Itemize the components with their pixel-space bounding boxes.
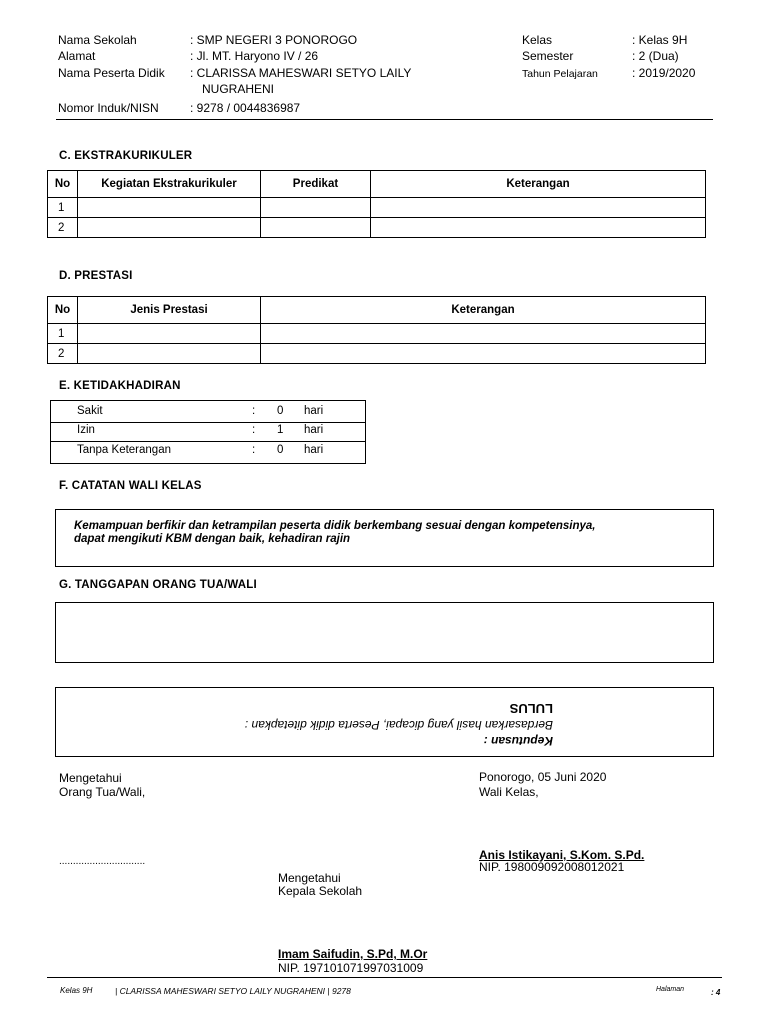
footer-page-number: : 4 [711,988,721,997]
row-no: 1 [48,198,78,218]
alamat-label: Alamat [58,49,96,63]
row-jenis [78,324,261,344]
row-keterangan [261,344,706,364]
keputusan-text: Berdasarkan hasil yang dicapai, Peserta didik ditetapkan : [244,718,553,732]
kepsek-label: Kepala Sekolah [278,884,363,898]
col-keterangan: Keterangan [371,171,706,198]
keputusan-title: Keputusan : [483,734,553,748]
attendance-row-tanpa-keterangan [51,441,365,460]
row-no: 1 [48,324,78,344]
nama-sekolah-label: Nama Sekolah [58,33,137,47]
attendance-sep: : [252,444,256,456]
wali-kelas-name: Anis Istikayani, S.Kom. S.Pd. [479,848,645,862]
attendance-value: 1 [277,424,284,436]
attendance-unit: hari [304,405,324,417]
peserta-label: Nama Peserta Didik [58,66,165,80]
attendance-label: Sakit [77,405,103,417]
kepsek-mengetahui: Mengetahui [278,871,341,885]
attendance-sep: : [252,424,256,436]
col-keterangan: Keterangan [261,297,706,324]
kepsek-nip: NIP. 197101071997031009 [278,961,424,975]
ketidakhadiran-box [50,400,366,464]
header-divider [56,119,713,120]
ortu-label: Orang Tua/Wali, [59,785,146,799]
row-keterangan [261,324,706,344]
row-jenis [78,344,261,364]
footer-student: | CLARISSA MAHESWARI SETYO LAILY NUGRAHENI | 9278 [115,986,351,996]
semester-value: : 2 (Dua) [632,49,679,63]
row-predikat [261,198,371,218]
attendance-sep: : [252,405,256,417]
attendance-row-izin [51,421,365,440]
attendance-value: 0 [277,405,284,417]
attendance-value: 0 [277,444,284,456]
kepsek-name: Imam Saifudin, S.Pd, M.Or [278,947,428,961]
nisn-label: Nomor Induk/NISN [58,101,159,115]
col-kegiatan: Kegiatan Ekstrakurikuler [78,171,261,198]
section-title-catatan: F. CATATAN WALI KELAS [59,480,202,492]
table-row [48,218,706,238]
col-no: No [48,171,78,198]
keputusan-box [55,687,714,757]
row-no: 2 [48,344,78,364]
kelas-value: : Kelas 9H [632,33,688,47]
semester-label: Semester [522,49,574,63]
attendance-label: Izin [77,424,95,436]
nama-sekolah-value: : SMP NEGERI 3 PONOROGO [190,33,358,47]
wali-kelas-label: Wali Kelas, [479,785,539,799]
row-kegiatan [78,218,261,238]
row-kegiatan [78,198,261,218]
alamat-value: : Jl. MT. Haryono IV / 26 [190,49,319,63]
tanggapan-box[interactable] [55,602,714,663]
row-no: 2 [48,218,78,238]
attendance-label: Tanpa Keterangan [77,444,171,456]
catatan-line1: Kemampuan berfikir dan ketrampilan peserta didik berkembang sesuai dengan kompetensinya, [74,520,596,532]
tahun-value: : 2019/2020 [632,66,696,80]
keputusan-result: LULUS [509,701,553,716]
table-row [48,324,706,344]
ortu-signature-dots: ............................... [59,856,146,867]
ekstrakurikuler-table [47,170,706,238]
peserta-value-line1: : CLARISSA MAHESWARI SETYO LAILY [190,66,412,80]
col-predikat: Predikat [261,171,371,198]
ortu-mengetahui: Mengetahui [59,771,122,785]
attendance-row-sakit [51,402,365,421]
prestasi-header-row [48,297,706,324]
col-jenis-prestasi: Jenis Prestasi [78,297,261,324]
col-no: No [48,297,78,324]
prestasi-table [47,296,706,364]
nisn-value: : 9278 / 0044836987 [190,101,301,115]
wali-kelas-nip: NIP. 198009092008012021 [479,860,625,874]
tahun-label: Tahun Pelajaran [522,68,598,80]
footer-divider [47,977,722,978]
section-title-prestasi: D. PRESTASI [59,270,133,282]
ekstrakurikuler-header-row [48,171,706,198]
catatan-box [55,509,714,567]
row-keterangan [371,198,706,218]
keputusan-flipped [56,688,713,756]
table-row [48,344,706,364]
table-row [48,198,706,218]
footer-class: Kelas 9H [60,986,93,995]
catatan-line2: dapat mengikuti KBM dengan baik, kehadiran rajin [74,533,351,545]
attendance-unit: hari [304,424,324,436]
row-predikat [261,218,371,238]
row-keterangan [371,218,706,238]
attendance-unit: hari [304,444,324,456]
section-title-tanggapan: G. TANGGAPAN ORANG TUA/WALI [59,579,257,591]
section-title-ekstrakurikuler: C. EKSTRAKURIKULER [59,150,193,162]
peserta-value-line2: NUGRAHENI [202,82,275,96]
footer-page-label: Halaman [656,986,685,993]
wali-place-date: Ponorogo, 05 Juni 2020 [479,770,607,784]
kelas-label: Kelas [522,33,553,47]
section-title-ketidakhadiran: E. KETIDAKHADIRAN [59,380,181,392]
